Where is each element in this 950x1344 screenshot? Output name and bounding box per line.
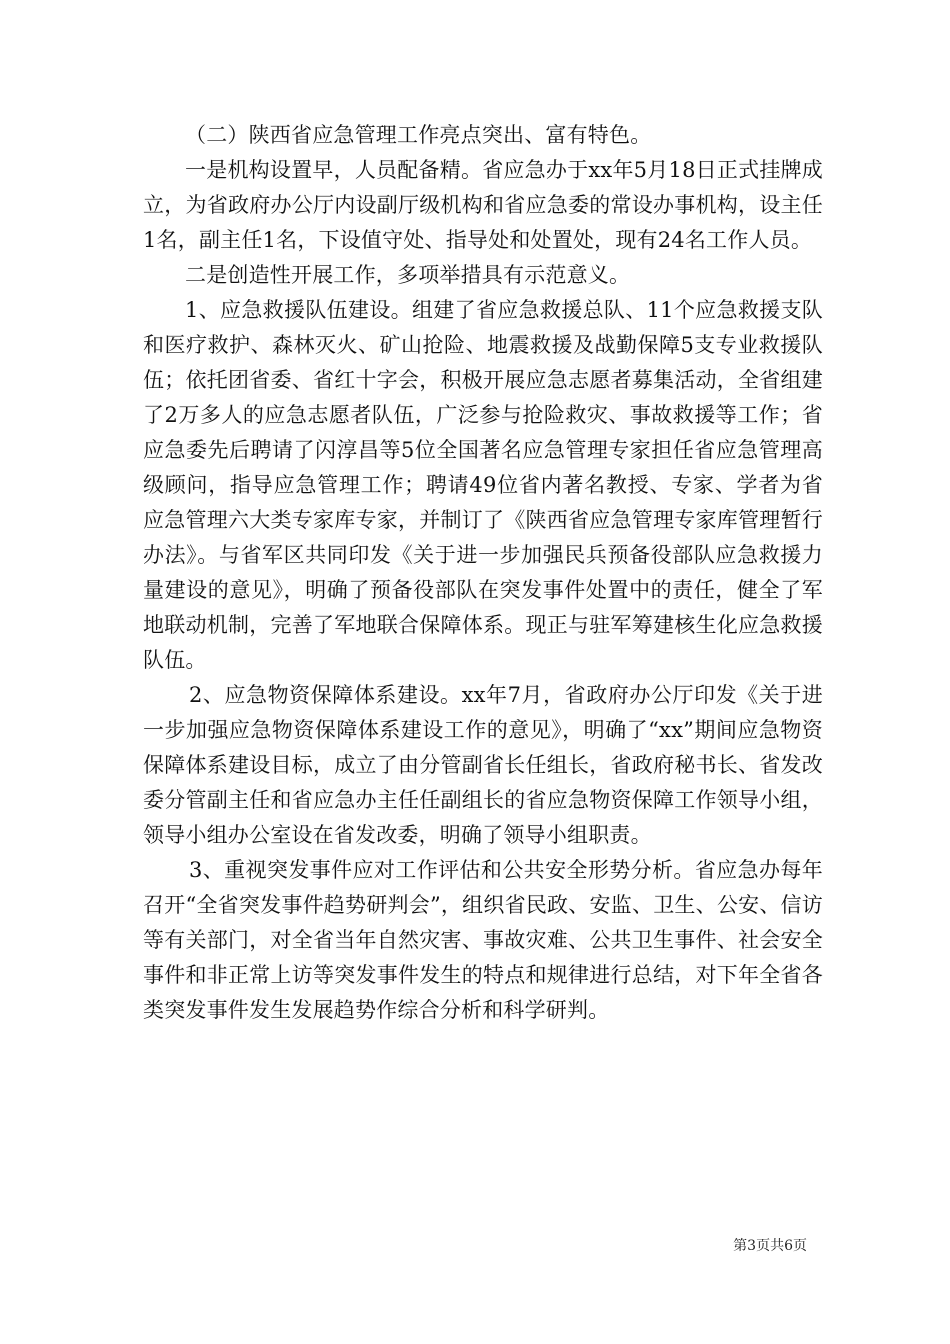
paragraph-assessment: 3、重视突发事件应对工作评估和公共安全形势分析。省应急办每年召开“全省突发事件趋势研判会”，组织省民政、安监、卫生、公安、信访等有关部门，对全省当年自然灾害、事故灾难、公共卫生事件、社会安全事件和非正常上访等突发事件发生的特点和规律进行总结，对下年全省各类突发事件发生发展趋势作综合分析和科学研判。 bbox=[143, 858, 823, 1022]
page-number: 第3页共6页 bbox=[733, 1238, 807, 1254]
paragraph-institution: 一是机构设置早，人员配备精。省应急办于xx年5月18日正式挂牌成立，为省政府办公厅内设副厅级机构和省应急委的常设办事机构，设主任1名，副主任1名，下设值守处、指导处和处置处，现有24名工作人员。 bbox=[143, 158, 823, 252]
paragraph-supplies: 2、应急物资保障体系建设。xx年7月，省政府办公厅印发《关于进一步加强应急物资保障体系建设工作的意见》，明确了“xx”期间应急物资保障体系建设目标，成立了由分管副省长任组长，省政府秘书长、省发改委分管副主任和省应急办主任任副组长的省应急物资保障工作领导小组，领导小组办公室设在省发改委，明确了领导小组职责。 bbox=[143, 683, 823, 847]
paragraph-rescue-teams: 1、应急救援队伍建设。组建了省应急救援总队、11个应急救援支队和医疗救护、森林灭火、矿山抢险、地震救援及战勤保障5支专业救援队伍；依托团省委、省红十字会，积极开展应急志愿者募集活动，全省组建了2万多人的应急志愿者队伍，广泛参与抢险救灾、事故救援等工作；省应急委先后聘请了闪淳昌等5位全国著名应急管理专家担任省应急管理高级顾问，指导应急管理工作；聘请49位省内著名教授、专家、学者为省应急管理六大类专家库专家，并制订了《陕西省应急管理专家库管理暂行办法》。与省军区共同印发《关于进一步加强民兵预备役部队应急救援力量建设的意见》，明确了预备役部队在突发事件处置中的责任，健全了军地联动机制，完善了军地联合保障体系。现正与驻军筹建核生化应急救援队伍。 bbox=[143, 298, 823, 672]
document-body bbox=[143, 118, 823, 1028]
paragraph-innovation: 二是创造性开展工作，多项举措具有示范意义。 bbox=[185, 263, 631, 287]
section-heading: （二）陕西省应急管理工作亮点突出、富有特色。 bbox=[185, 123, 652, 147]
